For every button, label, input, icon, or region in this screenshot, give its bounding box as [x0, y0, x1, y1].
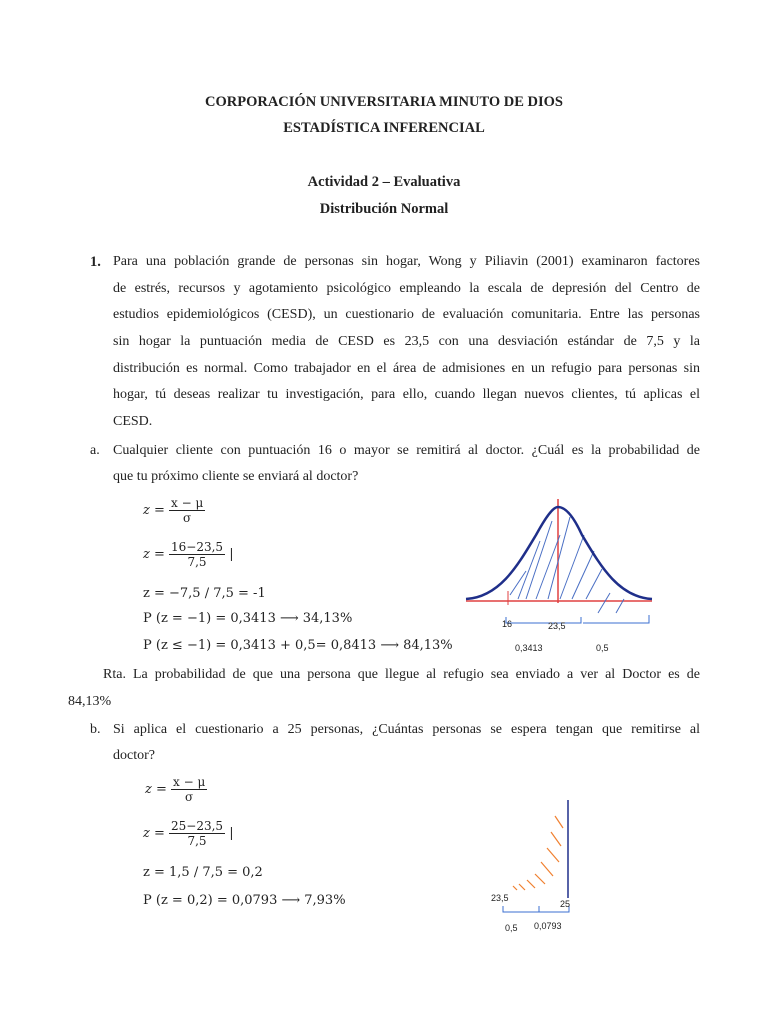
formula-numerator: x − μ [171, 496, 204, 510]
calc-step: P (z ≤ −1) = 0,3413 + 0,5= 0,8413 ⟶ 84,13% [143, 638, 453, 653]
formula-z-substitution: z = $\frac{16-23,5}{7,5}$ | [143, 540, 234, 569]
normal-curve [466, 507, 652, 599]
problem-line: CESD. [113, 414, 153, 429]
part-a-question: Cualquier cliente con puntuación 16 o mayor se remitirá al doctor. ¿Cuál es la probabilidad de [113, 443, 700, 458]
part-b-question: doctor? [113, 748, 155, 763]
formula-z-definition [143, 496, 205, 525]
course-title: ESTADÍSTICA INFERENCIAL [283, 120, 485, 136]
formula-lhs: z = [145, 782, 167, 797]
problem-line: Para una población grande de personas sin hogar, Wong y Piliavin (2001) examinaron factores [113, 254, 700, 269]
formula-denominator: 7,5 [187, 555, 207, 569]
activity-title: Actividad 2 – Evaluativa [307, 174, 461, 190]
formula-denominator: σ [185, 790, 194, 804]
part-a-label: a. [90, 443, 100, 458]
formula-z-definition [145, 775, 207, 804]
problem-line: distribución es normal. Como trabajador en el área de admisiones en un refugio para personas sin [113, 361, 700, 376]
problem-line: de estrés, recursos y agotamiento psicológico empleando la escala de depresión del Centro de [113, 281, 700, 296]
part-b-label: b. [90, 722, 101, 737]
graph-b-label-area2: 0,0793 [534, 921, 562, 931]
part-a-question: que tu próximo cliente se enviará al doctor? [113, 469, 359, 484]
topic-title: Distribución Normal [319, 201, 449, 217]
graph-a-label-16: 16 [502, 619, 513, 629]
normal-curve-graph-b [495, 798, 585, 933]
shaded-area [510, 517, 624, 613]
formula-lhs: z = [143, 547, 165, 562]
formula-denominator: 7,5 [187, 834, 207, 848]
answer-text: Rta. La probabilidad de que una persona que llegue al refugio sea enviado a ver al Doctor es de [103, 667, 700, 682]
institution-title: CORPORACIÓN UNIVERSITARIA MINUTO DE DIOS [205, 94, 563, 110]
graph-a-label-area1: 0,3413 [515, 643, 543, 653]
brace-0-5 [503, 906, 539, 912]
graph-b-label-mean: 23,5 [491, 893, 509, 903]
calc-step: z = −7,5 / 7,5 = -1 [143, 586, 266, 601]
brace-0-5 [583, 615, 649, 623]
graph-a-label-mean: 23,5 [548, 621, 566, 631]
problem-number: 1. [90, 254, 101, 270]
graph-a-label-area2: 0,5 [596, 643, 609, 653]
graph-b-label-25: 25 [560, 899, 571, 909]
formula-denominator: σ [183, 511, 192, 525]
problem-line: estudios epidemiológicos (CESD), un cuestionario de evaluación comunitaria. Entre las personas [113, 307, 700, 322]
brace-0-3413 [506, 617, 581, 623]
formula-numerator: 25−23,5 [171, 819, 224, 833]
normal-curve-graph-a [460, 495, 660, 635]
problem-line: sin hogar la puntuación media de CESD es 23,5 con una desviación estándar de 7,5 y la [113, 334, 700, 349]
formula-lhs: z = [143, 826, 165, 841]
answer-text: 84,13% [68, 694, 112, 709]
calc-step: P (z = −1) = 0,3413 ⟶ 34,13% [143, 611, 353, 626]
part-b-question: Si aplica el cuestionario a 25 personas, ¿Cuántas personas se espera tengan que remitirse al [113, 722, 700, 737]
calc-step: z = 1,5 / 7,5 = 0,2 [143, 865, 263, 880]
problem-line: hogar, tú deseas realizar tu investigación, para ello, cuando llegan nuevos clientes, tú aplicas el [113, 387, 700, 402]
formula-numerator: 16−23,5 [171, 540, 224, 554]
calc-step: P (z = 0,2) = 0,0793 ⟶ 7,93% [143, 893, 346, 908]
formula-numerator: x − μ [173, 775, 206, 789]
formula-z-substitution: z = $\frac{25-23,5}{7,5}$ | [143, 819, 234, 848]
graph-b-label-area1: 0,5 [505, 923, 518, 933]
shaded-area [513, 816, 563, 890]
formula-lhs: z = [143, 503, 165, 518]
